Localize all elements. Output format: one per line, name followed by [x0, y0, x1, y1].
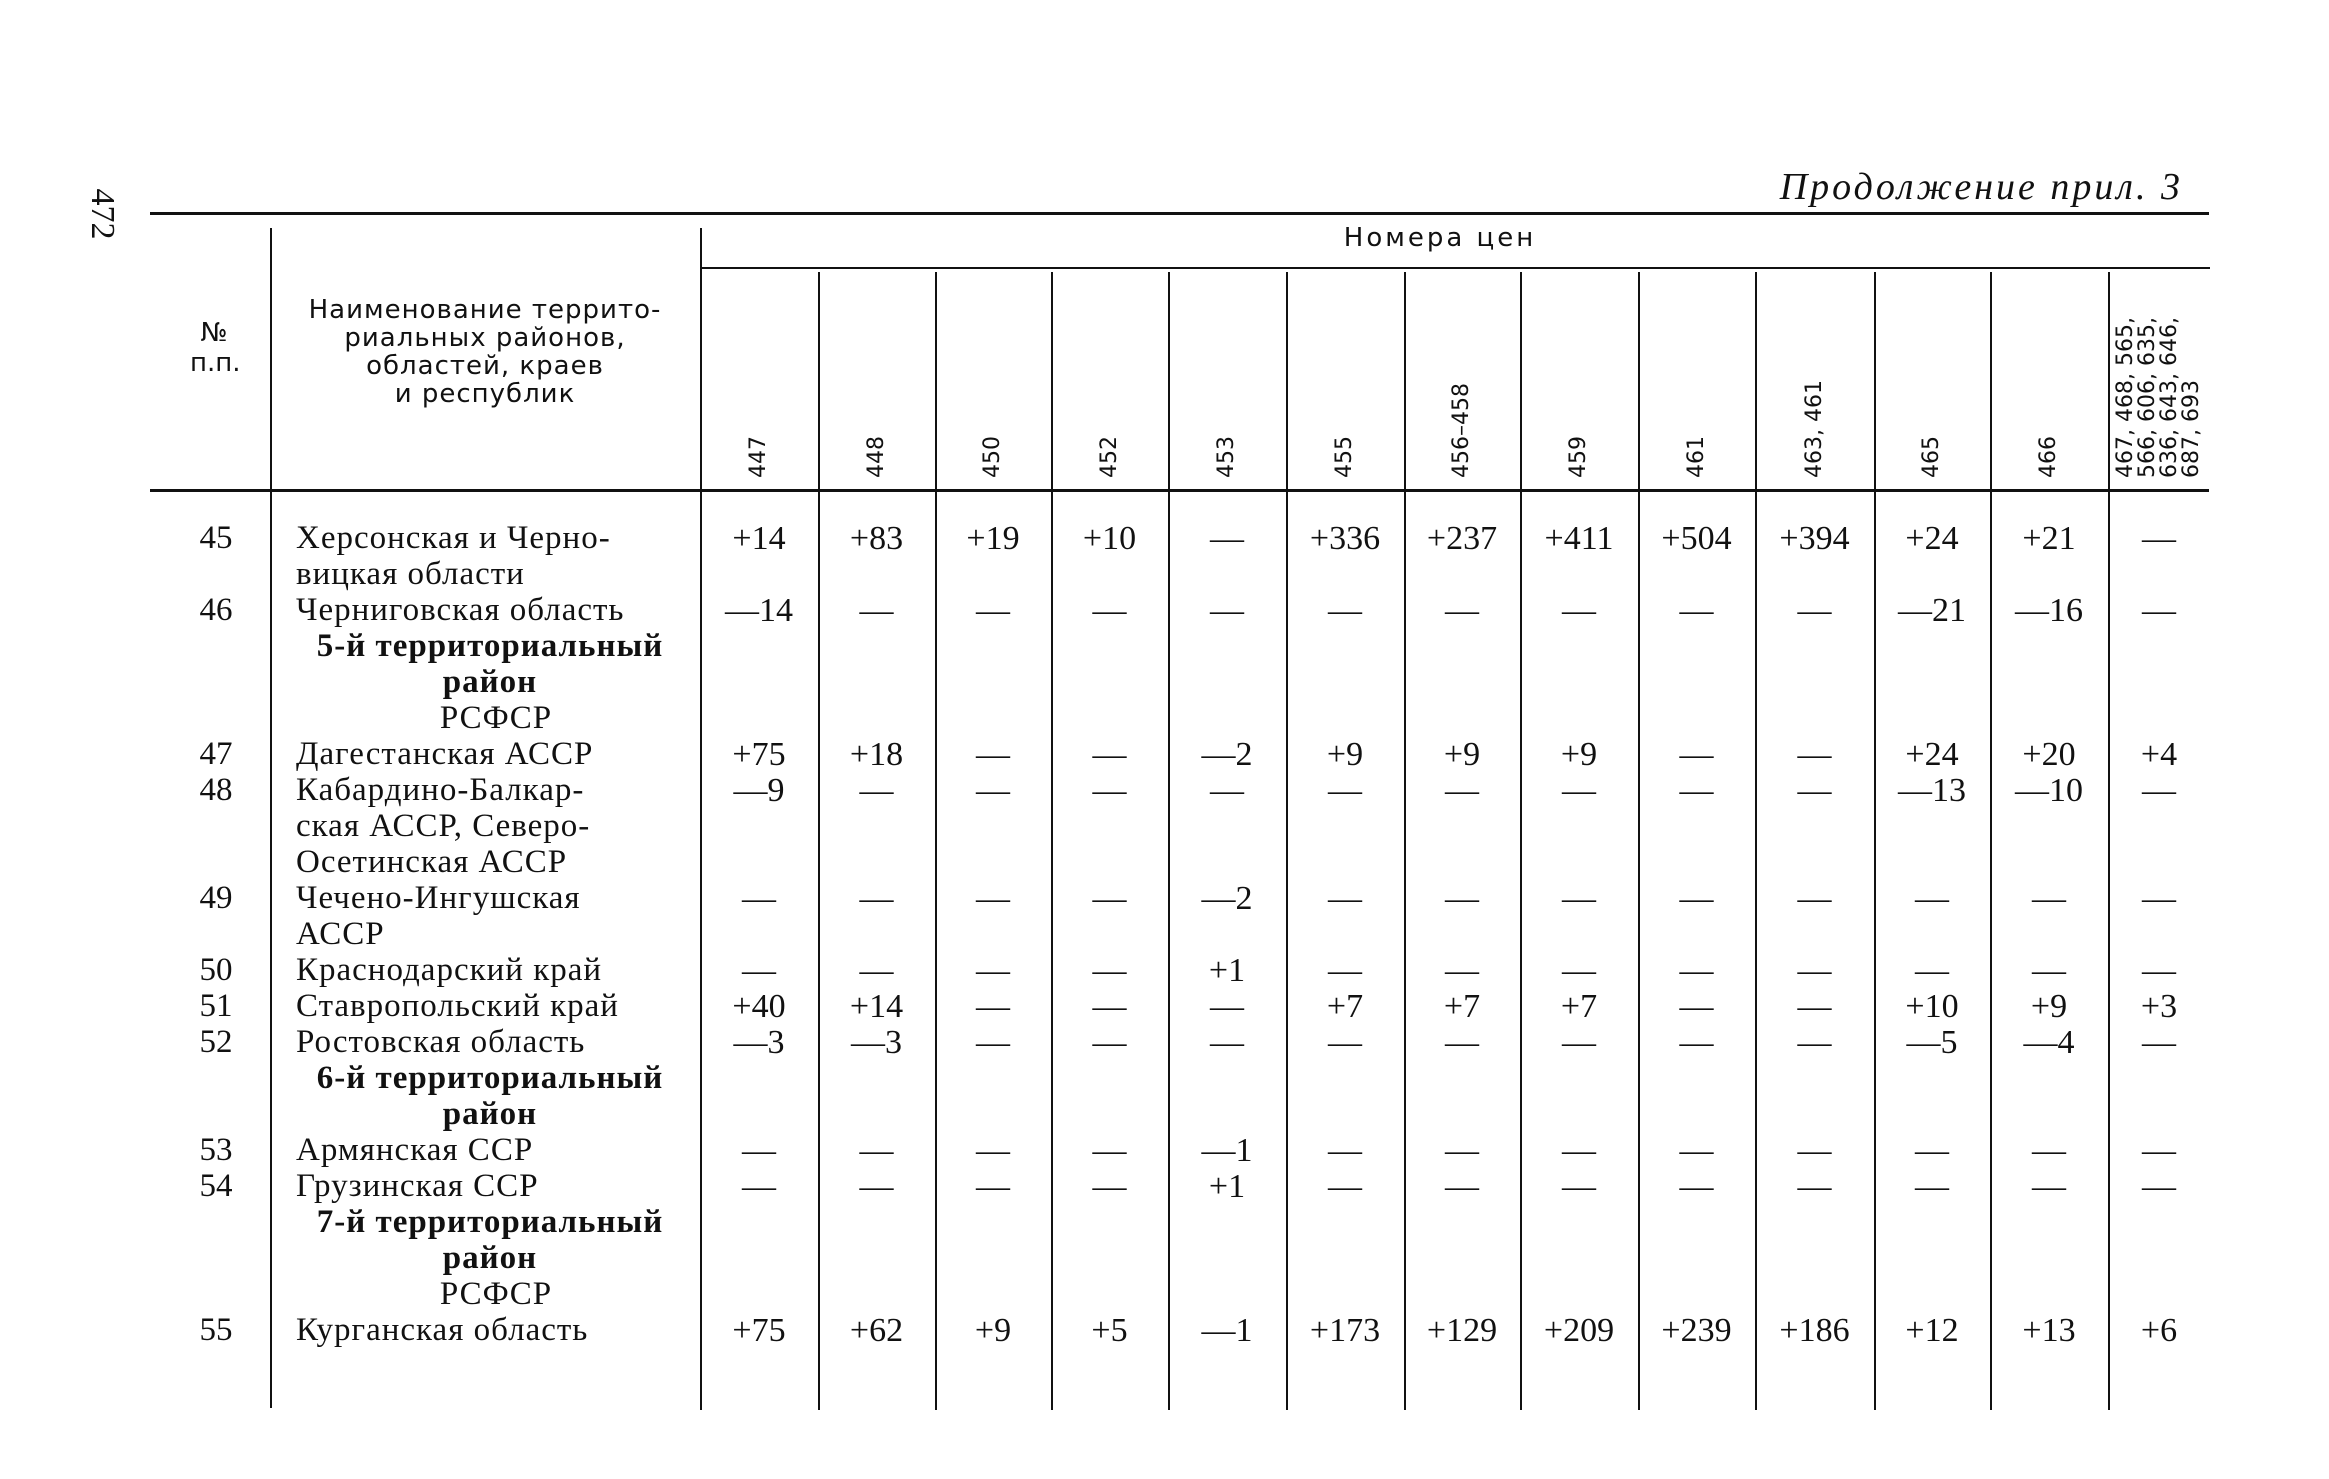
price-change-cell: —	[742, 880, 776, 917]
price-change-cell: —	[1562, 592, 1596, 629]
price-change-cell: —	[1915, 952, 1949, 989]
price-change-cell: —	[1445, 880, 1479, 917]
price-change-cell: —	[1092, 1024, 1127, 1061]
price-change-cell: —	[859, 1132, 894, 1169]
price-change-cell: —	[1328, 1024, 1362, 1061]
region-name	[296, 736, 696, 772]
price-change-cell: —3	[851, 1024, 902, 1061]
price-change-cell: +62	[849, 1312, 904, 1349]
price-change-cell: +14	[849, 988, 904, 1025]
price-change-cell: +24	[1905, 736, 1959, 773]
price-change-cell: —	[1328, 1168, 1362, 1205]
price-change-cell: —	[2142, 1024, 2176, 1061]
price-change-cell: —	[1797, 736, 1832, 773]
price-change-cell: —	[859, 952, 894, 989]
row-number: 48	[199, 772, 233, 808]
column-header-name-line: риальных районов,	[344, 323, 626, 353]
price-change-cell: —	[1562, 1132, 1596, 1169]
column-divider	[1755, 272, 1757, 1410]
price-change-cell: —	[1915, 1168, 1949, 1205]
price-change-cell: +336	[1309, 520, 1381, 557]
price-change-cell: —	[2032, 1132, 2066, 1169]
row-number: 46	[199, 592, 233, 628]
price-change-cell: +7	[1560, 988, 1598, 1025]
price-change-cell: —	[2142, 520, 2176, 557]
price-change-cell: —	[1092, 952, 1127, 989]
price-change-cell: —	[1562, 1168, 1596, 1205]
row-number: 54	[199, 1168, 233, 1204]
region-name-line: АССР	[296, 916, 385, 952]
price-change-cell: +20	[2022, 736, 2076, 773]
price-change-cell: +83	[849, 520, 904, 557]
column-divider	[2108, 272, 2110, 1410]
group-header-rule	[700, 267, 2210, 269]
column-header-name-line: областей, краев	[366, 351, 604, 381]
price-change-cell: —	[1797, 1024, 1832, 1061]
price-change-cell: —	[2032, 1168, 2066, 1205]
price-change-cell: +7	[1326, 988, 1364, 1025]
price-change-cell: +1	[1208, 952, 1246, 989]
row-number: 55	[199, 1312, 233, 1348]
price-column-header: 453	[1214, 436, 1239, 478]
column-divider	[818, 272, 820, 1410]
price-change-cell: —	[2142, 772, 2176, 809]
price-change-cell: —	[1210, 988, 1244, 1025]
price-change-cell: +10	[1905, 988, 1959, 1025]
column-divider	[1286, 272, 1288, 1410]
region-name	[296, 952, 696, 988]
column-divider	[1404, 272, 1406, 1410]
price-column-header: 448	[863, 436, 889, 478]
price-change-cell: —	[1445, 1024, 1479, 1061]
price-change-cell: —4	[2023, 1024, 2075, 1061]
price-change-cell: —	[1679, 772, 1714, 809]
price-change-cell: —10	[2015, 772, 2083, 809]
row-number: 50	[199, 952, 233, 988]
region-name-line: Ставропольский край	[296, 988, 619, 1024]
price-column-header: 459	[1566, 436, 1591, 478]
price-change-cell: +13	[2022, 1312, 2076, 1349]
price-change-cell: —2	[1201, 736, 1253, 773]
price-change-cell: —	[1328, 1132, 1362, 1169]
price-column-header: 461	[1683, 436, 1709, 478]
price-change-cell: —	[2142, 952, 2176, 989]
price-column-header: 466	[2036, 436, 2061, 478]
price-change-cell: +9	[1443, 736, 1481, 773]
column-divider	[270, 228, 272, 1408]
price-change-cell: —	[1092, 880, 1127, 917]
price-change-cell: —	[1797, 988, 1832, 1025]
price-change-cell: —1	[1201, 1132, 1253, 1169]
price-column-header: 447	[746, 436, 771, 478]
row-number: 53	[199, 1132, 233, 1168]
region-name-line: Грузинская ССР	[296, 1168, 539, 1204]
price-change-cell: +18	[849, 736, 904, 773]
table-top-rule	[150, 212, 2209, 215]
section-title-line: 5-й территориальный	[316, 628, 664, 664]
price-change-cell: —	[742, 952, 776, 989]
price-change-cell: —	[1445, 952, 1479, 989]
price-change-cell: —	[1562, 772, 1596, 809]
price-change-cell: —5	[1906, 1024, 1958, 1061]
price-change-cell: +12	[1905, 1312, 1959, 1349]
price-change-cell: —	[1679, 1024, 1714, 1061]
price-column-header: 455	[1332, 436, 1357, 478]
price-change-cell: —16	[2015, 592, 2083, 629]
price-change-cell: +1	[1208, 1168, 1246, 1205]
price-change-cell: +19	[966, 520, 1020, 557]
price-change-cell: —	[1445, 1168, 1479, 1205]
price-change-cell: —	[1797, 952, 1832, 989]
price-change-cell: —	[2142, 1168, 2176, 1205]
price-change-cell: —	[1679, 952, 1714, 989]
price-change-cell: —	[1562, 1024, 1596, 1061]
price-change-cell: +7	[1443, 988, 1481, 1025]
price-change-cell: +9	[2030, 988, 2068, 1025]
row-number: 45	[199, 520, 233, 556]
price-change-cell: +24	[1905, 520, 1959, 557]
price-change-cell: —	[2142, 1132, 2176, 1169]
region-name-line: Осетинская АССР	[296, 844, 568, 880]
price-change-cell: —	[976, 1132, 1010, 1169]
price-change-cell: +14	[732, 520, 786, 557]
price-change-cell: —	[2142, 880, 2176, 917]
price-change-cell: —	[1797, 1132, 1832, 1169]
region-name	[296, 988, 696, 1024]
price-change-cell: —	[1092, 1132, 1127, 1169]
region-name-line: Херсонская и Черно-	[296, 520, 611, 556]
price-change-cell: —	[1915, 1132, 1949, 1169]
price-change-cell: +394	[1779, 520, 1850, 557]
price-change-cell: +75	[732, 736, 786, 773]
price-change-cell: —	[976, 772, 1010, 809]
price-change-cell: —	[976, 592, 1010, 629]
price-change-cell: —	[1679, 1132, 1714, 1169]
price-change-cell: —	[976, 736, 1010, 773]
column-header-name-line: Наименование террито-	[308, 295, 662, 325]
column-header-name-line: и республик	[394, 379, 576, 409]
price-change-cell: —	[2142, 592, 2176, 629]
price-change-cell: +173	[1309, 1312, 1381, 1349]
subsection-title: РСФСР	[439, 1276, 553, 1312]
column-header-name	[290, 296, 680, 408]
price-change-cell: —	[1445, 772, 1479, 809]
region-name-line: Черниговская область	[296, 592, 625, 628]
price-change-cell: —	[859, 880, 894, 917]
price-column-header: 452	[1096, 436, 1122, 478]
price-change-cell: —	[1797, 1168, 1832, 1205]
column-header-number-line2: п.п.	[190, 348, 241, 378]
price-change-cell: —	[2032, 952, 2066, 989]
table-header-rule	[150, 489, 2209, 492]
price-change-cell: —	[976, 880, 1010, 917]
column-header-number	[190, 318, 241, 378]
price-change-cell: —	[742, 1168, 776, 1205]
section-title-line: район	[442, 664, 538, 700]
row-number: 51	[199, 988, 233, 1024]
price-change-cell: +5	[1091, 1312, 1128, 1349]
price-change-cell: —	[1210, 772, 1244, 809]
price-change-cell: —	[976, 952, 1010, 989]
price-change-cell: —	[1328, 592, 1362, 629]
price-change-cell: +209	[1543, 1312, 1615, 1349]
column-divider	[1638, 272, 1640, 1410]
price-change-cell: —	[1797, 772, 1832, 809]
price-change-cell: —	[976, 1168, 1010, 1205]
section-title	[290, 1060, 690, 1132]
column-divider	[1990, 272, 1992, 1410]
price-change-cell: —	[859, 1168, 894, 1205]
price-change-cell: —3	[733, 1024, 785, 1061]
price-change-cell: —	[1328, 880, 1362, 917]
price-change-cell: —	[859, 592, 894, 629]
region-name	[296, 1312, 696, 1348]
price-change-cell: —	[1679, 592, 1714, 629]
price-change-cell: +129	[1426, 1312, 1498, 1349]
price-change-cell: —	[1562, 880, 1596, 917]
price-change-cell: —	[1328, 952, 1362, 989]
region-name-line: Краснодарский край	[296, 952, 603, 988]
region-name	[296, 772, 696, 880]
price-change-cell: +6	[2140, 1312, 2178, 1349]
price-change-cell: —	[1679, 988, 1714, 1025]
page-number: 472	[84, 188, 121, 240]
column-header-number-line1: №	[200, 318, 228, 348]
price-change-cell: —	[1445, 592, 1479, 629]
region-name-line: Ростовская область	[296, 1024, 586, 1060]
column-group-header: Номера цен	[1343, 223, 1537, 253]
price-change-cell: —	[1092, 988, 1127, 1025]
price-change-cell: —	[1679, 736, 1714, 773]
price-change-cell: —	[1797, 592, 1832, 629]
region-name	[296, 1132, 696, 1168]
section-title-line: район	[442, 1240, 538, 1276]
section-title-line: район	[442, 1096, 538, 1132]
region-name-line: Курганская область	[296, 1312, 589, 1348]
price-column-header: 456–458	[1449, 383, 1474, 478]
price-change-cell: —14	[725, 592, 793, 629]
subsection-title: РСФСР	[439, 700, 553, 736]
price-change-cell: +9	[1326, 736, 1364, 773]
row-number: 47	[199, 736, 233, 772]
price-change-cell: +21	[2022, 520, 2076, 557]
price-change-cell: +504	[1661, 520, 1732, 557]
region-name-line: Армянская ССР	[296, 1132, 534, 1168]
price-change-cell: +3	[2140, 988, 2178, 1025]
price-change-cell: +239	[1661, 1312, 1732, 1349]
price-change-cell: —	[1092, 1168, 1127, 1205]
price-change-cell: —	[1092, 592, 1127, 629]
price-change-cell: —	[976, 988, 1010, 1025]
price-change-cell: +40	[732, 988, 786, 1025]
region-name-line: Дагестанская АССР	[296, 736, 594, 772]
section-title	[290, 1204, 690, 1276]
continuation-title: Продолжение прил. 3	[1779, 166, 2183, 208]
price-change-cell: +10	[1082, 520, 1137, 557]
price-change-cell: —	[1679, 880, 1714, 917]
region-name-line: вицкая области	[296, 556, 525, 592]
price-change-cell: —	[742, 1132, 776, 1169]
section-title-line: 7-й территориальный	[316, 1204, 664, 1240]
column-divider	[700, 228, 702, 1410]
price-change-cell: —	[859, 772, 894, 809]
region-name-line: ская АССР, Северо-	[296, 808, 591, 844]
price-change-cell: —13	[1898, 772, 1966, 809]
price-change-cell: —	[1328, 772, 1362, 809]
region-name	[296, 880, 696, 952]
price-column-header: 450	[980, 436, 1005, 478]
price-column-header: 467, 468, 565, 566, 606, 635, 636, 643, 646, 687, 693	[2113, 317, 2204, 478]
column-divider	[1520, 272, 1522, 1410]
price-change-cell: +237	[1426, 520, 1498, 557]
price-change-cell: —	[1562, 952, 1596, 989]
region-name	[296, 1024, 696, 1060]
price-change-cell: +186	[1779, 1312, 1850, 1349]
price-change-cell: —	[1210, 520, 1244, 557]
price-change-cell: —	[1445, 1132, 1479, 1169]
region-name-line: Кабардино-Балкар-	[296, 772, 585, 808]
price-change-cell: +411	[1544, 520, 1614, 557]
section-title-line: 6-й территориальный	[316, 1060, 664, 1096]
column-divider	[1051, 272, 1053, 1410]
column-divider	[935, 272, 937, 1410]
price-column-header: 465	[1919, 436, 1944, 478]
region-name	[296, 520, 696, 592]
row-number: 49	[199, 880, 233, 916]
price-change-cell: —	[1797, 880, 1832, 917]
price-change-cell: +4	[2140, 736, 2178, 773]
price-change-cell: —2	[1201, 880, 1253, 917]
price-change-cell: —1	[1201, 1312, 1253, 1349]
column-divider	[1874, 272, 1876, 1410]
price-change-cell: —21	[1898, 592, 1966, 629]
region-name	[296, 592, 696, 628]
price-column-header: 463, 461	[1801, 380, 1827, 478]
price-change-cell: —	[2032, 880, 2066, 917]
price-change-cell: +75	[732, 1312, 786, 1349]
section-title	[290, 628, 690, 700]
price-change-cell: —	[1915, 880, 1949, 917]
region-name	[296, 1168, 696, 1204]
price-change-cell: —	[1092, 736, 1127, 773]
region-name-line: Чечено-Ингушская	[296, 880, 581, 916]
price-change-cell: —	[1210, 1024, 1244, 1061]
row-number: 52	[199, 1024, 233, 1060]
price-change-cell: —	[1092, 772, 1127, 809]
price-change-cell: +9	[1560, 736, 1598, 773]
price-change-cell: —	[1679, 1168, 1714, 1205]
price-change-cell: —	[1210, 592, 1244, 629]
price-change-cell: —	[976, 1024, 1010, 1061]
price-change-cell: —9	[733, 772, 785, 809]
column-divider	[1168, 272, 1170, 1410]
price-change-cell: +9	[974, 1312, 1012, 1349]
